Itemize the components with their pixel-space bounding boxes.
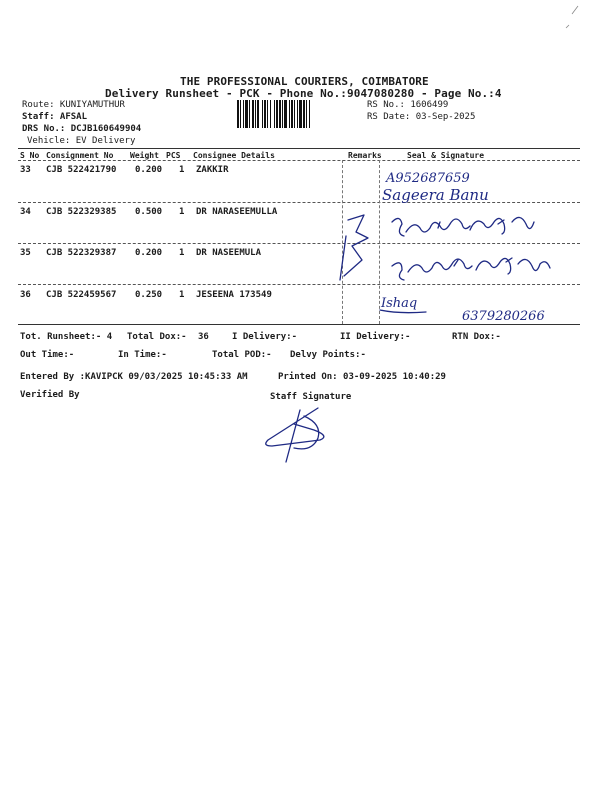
rs-number: RS No.: 1606499 bbox=[367, 100, 449, 110]
table-row-consignment: CJB 522329385 bbox=[46, 207, 117, 217]
table-row-consignee: DR NARASEEMULLA bbox=[196, 207, 278, 217]
entered-by: Entered By :KAVIPCK 09/03/2025 10:45:33 AM bbox=[20, 372, 248, 382]
table-row-sno: 36 bbox=[20, 290, 31, 300]
table-row-sno: 34 bbox=[20, 207, 31, 217]
total-pod-label: Total POD:- bbox=[212, 350, 272, 360]
handwritten-name: Ishaq bbox=[381, 296, 418, 311]
table-row-weight: 0.200 bbox=[135, 165, 163, 175]
table-row-weight: 0.250 bbox=[135, 290, 163, 300]
col-header-consignment: Consignment No bbox=[46, 151, 114, 160]
table-row-pcs: 1 bbox=[179, 165, 185, 175]
total-dox-value: 36 bbox=[198, 332, 209, 342]
drs-number: DRS No.: DCJB160649904 bbox=[22, 124, 142, 134]
table-row-consignee: ZAKKIR bbox=[196, 165, 229, 175]
total-dox-label: Total Dox:- bbox=[127, 332, 187, 342]
total-runsheet: Tot. Runsheet:- 4 bbox=[20, 332, 113, 342]
verified-by-label: Verified By bbox=[20, 390, 80, 400]
company-title: THE PROFESSIONAL COURIERS, COIMBATORE bbox=[180, 75, 429, 88]
table-row-pcs: 1 bbox=[179, 290, 185, 300]
table-row-weight: 0.200 bbox=[135, 248, 163, 258]
runsheet-subtitle: Delivery Runsheet - PCK - Phone No.:9047080280 - Page No.:4 bbox=[105, 87, 502, 100]
i-delivery-label: I Delivery:- bbox=[232, 332, 298, 342]
col-header-pcs: PCS bbox=[166, 151, 181, 160]
ii-delivery-label: II Delivery:- bbox=[340, 332, 411, 342]
vehicle-label: Vehicle: EV Delivery bbox=[27, 136, 136, 146]
delivery-points-label: Delvy Points:- bbox=[290, 350, 366, 360]
scan-mark bbox=[566, 6, 578, 28]
table-row-pcs: 1 bbox=[179, 248, 185, 258]
staff-signature-scrawl bbox=[266, 408, 324, 462]
out-time-label: Out Time:- bbox=[20, 350, 75, 360]
table-row-consignee: DR NASEEMULA bbox=[196, 248, 262, 258]
table-row-consignment: CJB 522459567 bbox=[46, 290, 117, 300]
col-header-weight: Weight bbox=[130, 151, 159, 160]
printed-on: Printed On: 03-09-2025 10:40:29 bbox=[278, 372, 446, 382]
table-row-consignee: JESEENA 173549 bbox=[196, 290, 272, 300]
col-header-remarks: Remarks bbox=[348, 151, 382, 160]
handwritten-name: Sageera Banu bbox=[382, 186, 489, 204]
col-header-consignee: Consignee Details bbox=[193, 151, 275, 160]
in-time-label: In Time:- bbox=[118, 350, 167, 360]
col-header-seal: Seal & Signature bbox=[407, 151, 485, 160]
table-row-sno: 33 bbox=[20, 165, 31, 175]
staff-signature-label: Staff Signature bbox=[270, 392, 352, 402]
route-label: Route: KUNIYAMUTHUR bbox=[22, 100, 125, 110]
handwritten-phone: 6379280266 bbox=[462, 309, 545, 324]
table-row-weight: 0.500 bbox=[135, 207, 163, 217]
table-row-pcs: 1 bbox=[179, 207, 185, 217]
signature-row34 bbox=[392, 217, 534, 236]
table-row-consignment: CJB 522421790 bbox=[46, 165, 117, 175]
table-row-sno: 35 bbox=[20, 248, 31, 258]
signature-row35 bbox=[392, 258, 550, 280]
handwritten-phone: A952687659 bbox=[386, 171, 470, 186]
staff-label: Staff: AFSAL bbox=[22, 112, 88, 122]
remarks-bracket-mark bbox=[340, 215, 368, 280]
rs-date: RS Date: 03-Sep-2025 bbox=[367, 112, 476, 122]
rtn-dox-label: RTN Dox:- bbox=[452, 332, 501, 342]
col-header-sno: S No bbox=[20, 151, 40, 160]
table-row-consignment: CJB 522329387 bbox=[46, 248, 117, 258]
